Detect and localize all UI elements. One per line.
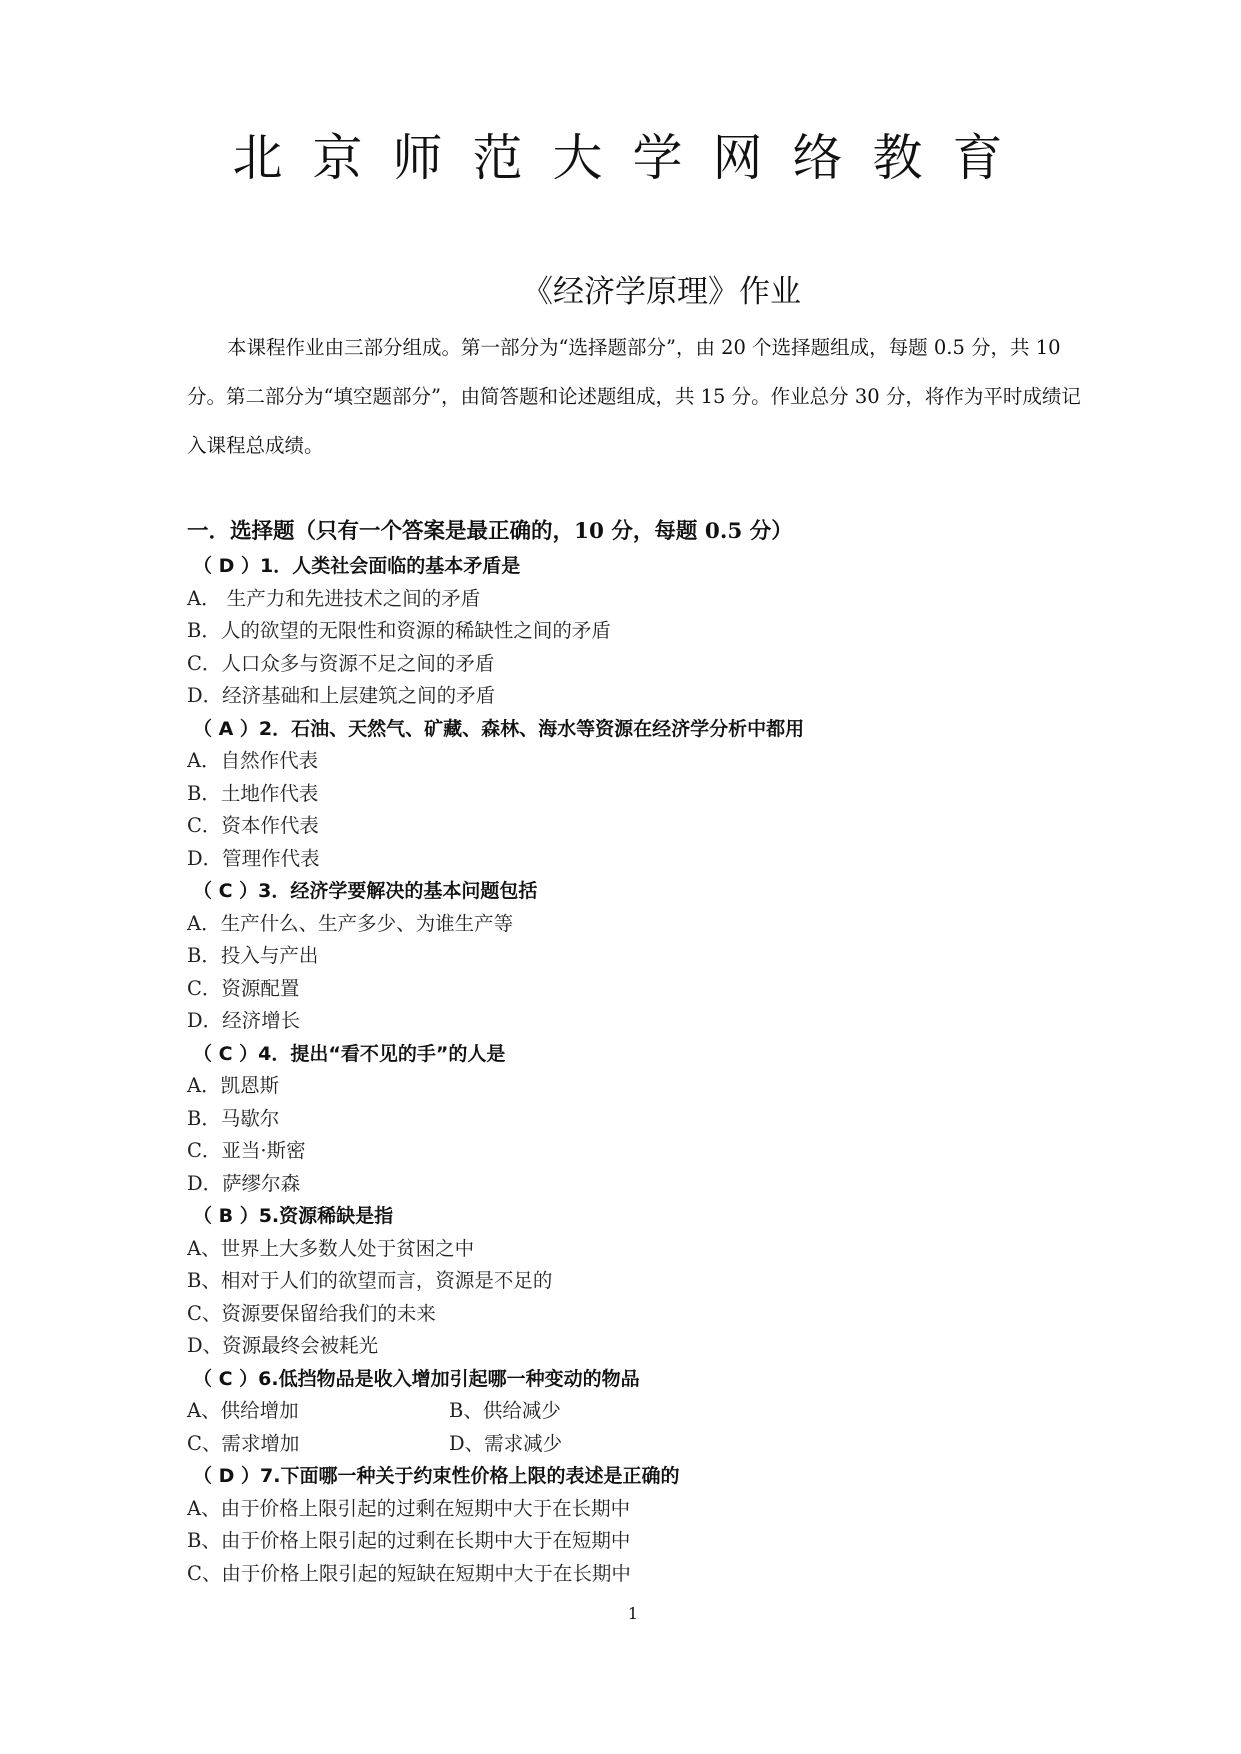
option-1d: D．经济基础和上层建筑之间的矛盾 <box>187 684 496 707</box>
option-4a: A．凯恩斯 <box>187 1074 280 1097</box>
option-6a: A、供给增加 <box>187 1399 299 1422</box>
option-2a: A．自然作代表 <box>187 749 319 772</box>
question-2: （ A ）2．石油、天然气、矿藏、森林、海水等资源在经济学分析中都用 <box>193 717 805 740</box>
question-7: （ D ）7.下面哪一种关于约束性价格上限的表述是正确的 <box>193 1465 680 1487</box>
intro-paragraph: 本课程作业由三部分组成。第一部分为“选择题部分”，由 20 个选择题组成，每题 0.5 分，共 10 分。第二部分为“填空题部分”，由简答题和论述题组成，共 15 分。作业总分 30 分，将作为平时成绩记入课程总成绩。 <box>187 336 1081 457</box>
option-2c: C．资本作代表 <box>187 814 319 837</box>
question-6: （ C ）6.低挡物品是收入增加引起哪一种变动的物品 <box>193 1367 640 1390</box>
option-3d: D．经济增长 <box>187 1009 301 1032</box>
page-number: 1 <box>627 1604 639 1623</box>
option-5c: C、资源要保留给我们的未来 <box>187 1301 436 1325</box>
option-3b: B．投入与产出 <box>187 944 319 967</box>
option-1a: A． 生产力和先进技术之间的矛盾 <box>187 586 481 610</box>
option-6c: C、需求增加 <box>187 1431 300 1455</box>
option-4d: D．萨缪尔森 <box>187 1171 301 1195</box>
option-5b: B、相对于人们的欲望而言，资源是不足的 <box>187 1269 553 1292</box>
option-3c: C．资源配置 <box>187 976 300 1000</box>
option-1b: B．人的欲望的无限性和资源的稀缺性之间的矛盾 <box>187 619 611 642</box>
option-1c: C．人口众多与资源不足之间的矛盾 <box>187 651 495 675</box>
option-6b: B、供给减少 <box>449 1399 561 1422</box>
question-5: （ B ）5.资源稀缺是指 <box>193 1205 394 1227</box>
question-1: （ D ）1．人类社会面临的基本矛盾是 <box>193 555 521 577</box>
option-row-6ab <box>187 1395 1087 1428</box>
option-5d: D、资源最终会被耗光 <box>187 1334 379 1357</box>
option-7a: A、由于价格上限引起的过剩在短期中大于在长期中 <box>187 1496 631 1520</box>
option-2b: B．土地作代表 <box>187 781 319 805</box>
document-title: 《经济学原理》作业 <box>522 274 801 310</box>
option-7b: B、由于价格上限引起的过剩在长期中大于在短期中 <box>187 1529 631 1552</box>
option-7c: C、由于价格上限引起的短缺在短期中大于在长期中 <box>187 1561 631 1585</box>
question-4: （ C ）4．提出“看不见的手”的人是 <box>193 1042 506 1065</box>
option-6d: D、需求减少 <box>449 1431 563 1455</box>
option-5a: A、世界上大多数人处于贫困之中 <box>187 1236 475 1260</box>
institution-header: 北京师范大学网络教育 <box>232 129 1033 187</box>
question-list <box>187 550 1087 1590</box>
option-4b: B．马歇尔 <box>187 1106 280 1130</box>
option-3a: A．生产什么、生产多少、为谁生产等 <box>187 911 514 935</box>
question-3: （ C ）3．经济学要解决的基本问题包括 <box>193 880 538 902</box>
option-row-6cd <box>187 1428 1087 1461</box>
section-heading: 一．选择题（只有一个答案是最正确的，10 分，每题 0.5 分） <box>187 519 793 544</box>
option-4c: C．亚当·斯密 <box>187 1139 306 1162</box>
option-2d: D．管理作代表 <box>187 846 320 870</box>
